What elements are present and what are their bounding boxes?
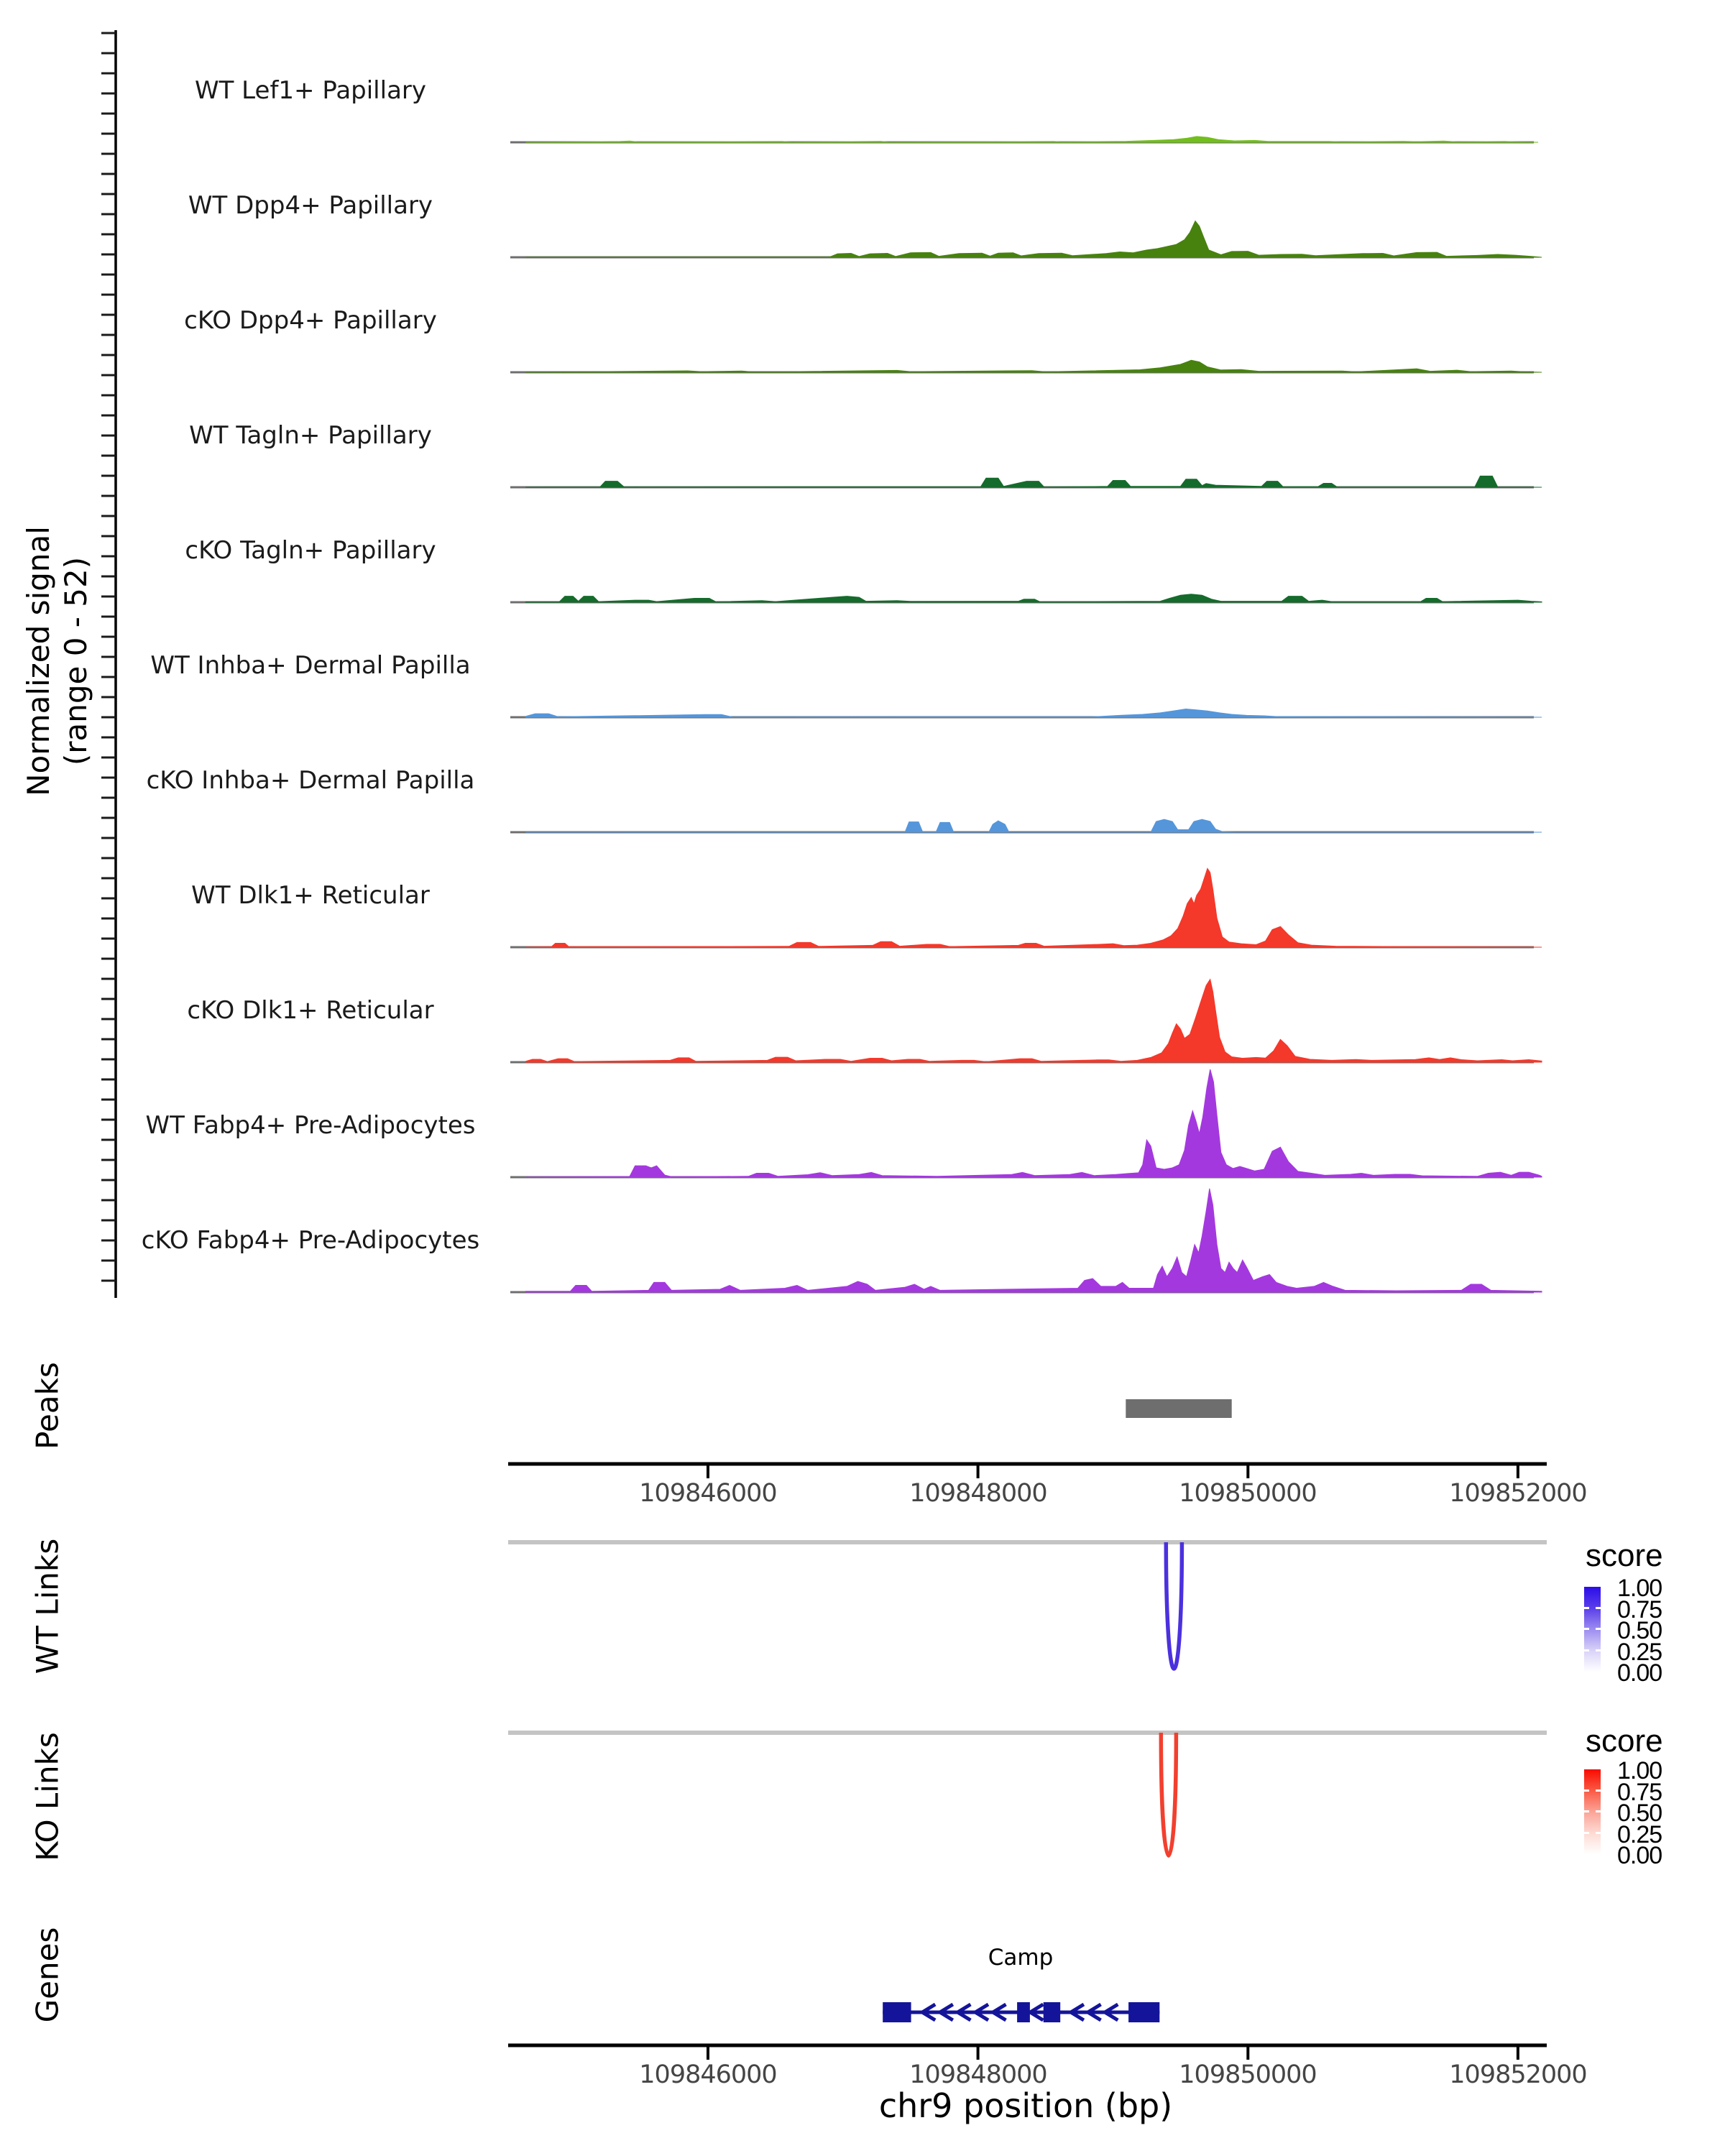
coverage-area xyxy=(525,868,1542,947)
track-label-wt-inhba: WT Inhba+ Dermal Papilla xyxy=(150,651,471,680)
track-label-wt-tagln: WT Tagln+ Papillary xyxy=(189,421,432,450)
ko-score-legend-title: score xyxy=(1586,1723,1663,1759)
legend-tick-mark xyxy=(1584,1628,1589,1630)
legend-tick-mark xyxy=(1596,1649,1601,1651)
legend-tick-mark xyxy=(1584,1649,1589,1651)
axis1-tick-109848000: 109848000 xyxy=(909,1479,1047,1508)
gene-name-camp: Camp xyxy=(988,1945,1054,1971)
wt-score-gradient-bar xyxy=(1584,1587,1601,1672)
axis2-tick-109848000: 109848000 xyxy=(909,2060,1047,2089)
wt-score-legend-title: score xyxy=(1586,1538,1663,1573)
track-label-wt-lef1: WT Lef1+ Papillary xyxy=(194,76,427,105)
x-axis-title: chr9 position (bp) xyxy=(878,2086,1173,2125)
peak-interval-bar xyxy=(1126,1399,1231,1418)
legend-tick-mark xyxy=(1584,1607,1589,1609)
track-label-wt-dlk1: WT Dlk1+ Reticular xyxy=(191,881,430,910)
track-label-cko-tagln: cKO Tagln+ Papillary xyxy=(185,536,436,565)
axis1-tick-109850000: 109850000 xyxy=(1179,1479,1317,1508)
ko-link-arc xyxy=(1161,1733,1176,1856)
wt-links-section-label: WT Links xyxy=(29,1538,65,1674)
coverage-area xyxy=(525,709,1542,718)
y-axis-label xyxy=(20,526,95,796)
y-axis-label-line1: Normalized signal xyxy=(21,526,56,796)
wt-legend-label-100: 1.00 xyxy=(1617,1575,1662,1602)
axis1-tick-109846000: 109846000 xyxy=(639,1479,777,1508)
wt-legend-label-050: 0.50 xyxy=(1617,1617,1662,1644)
track-label-wt-fabp4: WT Fabp4+ Pre-Adipocytes xyxy=(145,1111,476,1140)
legend-tick-mark xyxy=(1584,1810,1589,1812)
coverage-area xyxy=(525,1189,1542,1292)
ko-legend-label-000: 0.00 xyxy=(1617,1842,1662,1869)
legend-tick-mark xyxy=(1596,1832,1601,1834)
ko-legend-label-050: 0.50 xyxy=(1617,1800,1662,1827)
legend-tick-mark xyxy=(1596,1789,1601,1792)
legend-tick-mark xyxy=(1584,1789,1589,1792)
peaks-section-label: Peaks xyxy=(29,1362,65,1450)
coverage-area xyxy=(525,476,1542,487)
legend-tick-mark xyxy=(1584,1832,1589,1834)
coverage-area xyxy=(525,137,1538,142)
ko-legend-label-025: 0.25 xyxy=(1617,1821,1662,1848)
coverage-area xyxy=(525,594,1542,602)
coverage-area xyxy=(525,360,1542,372)
ko-legend-label-100: 1.00 xyxy=(1617,1757,1662,1784)
y-axis-label-line2: (range 0 - 52) xyxy=(58,556,93,766)
gene-exon xyxy=(1017,2002,1030,2022)
track-label-cko-inhba: cKO Inhba+ Dermal Papilla xyxy=(146,766,475,795)
gene-exon xyxy=(1044,2002,1061,2022)
coverage-area xyxy=(525,1069,1542,1177)
ko-legend-label-075: 0.75 xyxy=(1617,1779,1662,1806)
track-label-cko-dlk1: cKO Dlk1+ Reticular xyxy=(187,996,434,1025)
legend-tick-mark xyxy=(1596,1607,1601,1609)
wt-link-arc xyxy=(1166,1542,1182,1669)
ko-links-section-label: KO Links xyxy=(29,1732,65,1861)
ko-score-gradient-bar xyxy=(1584,1769,1601,1854)
axis1-tick-109852000: 109852000 xyxy=(1449,1479,1587,1508)
gene-exon xyxy=(883,2002,911,2022)
track-label-wt-dpp4: WT Dpp4+ Papillary xyxy=(188,191,433,220)
wt-legend-label-075: 0.75 xyxy=(1617,1596,1662,1623)
axis2-tick-109850000: 109850000 xyxy=(1179,2060,1317,2089)
track-label-cko-fabp4: cKO Fabp4+ Pre-Adipocytes xyxy=(141,1226,480,1255)
axis2-tick-109846000: 109846000 xyxy=(639,2060,777,2089)
coverage-area xyxy=(525,980,1542,1062)
wt-legend-label-025: 0.25 xyxy=(1617,1639,1662,1666)
track-label-cko-dpp4: cKO Dpp4+ Papillary xyxy=(184,306,437,335)
wt-legend-label-000: 0.00 xyxy=(1617,1659,1662,1687)
legend-tick-mark xyxy=(1596,1628,1601,1630)
coverage-area xyxy=(525,221,1542,258)
axis2-tick-109852000: 109852000 xyxy=(1449,2060,1587,2089)
legend-tick-mark xyxy=(1596,1810,1601,1812)
coverage-area xyxy=(525,819,1542,832)
genes-section-label: Genes xyxy=(29,1927,65,2023)
gene-exon xyxy=(1128,2002,1159,2022)
